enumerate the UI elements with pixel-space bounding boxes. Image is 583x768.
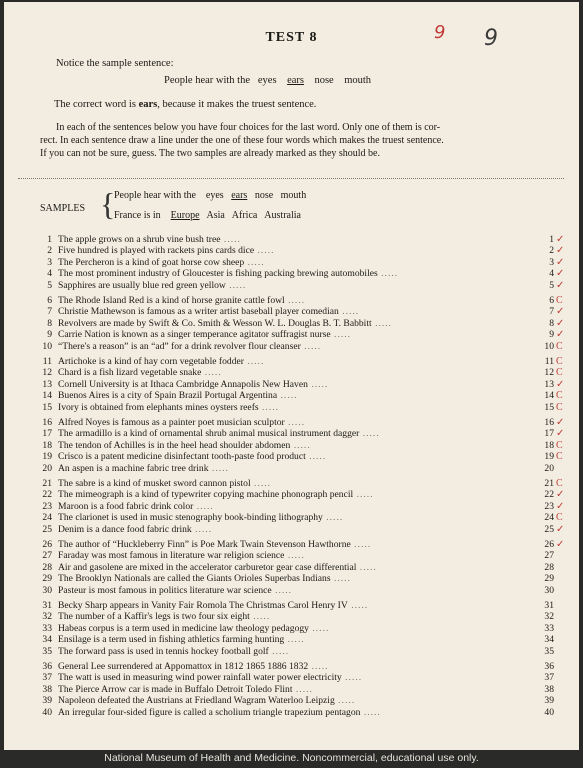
answer-number: 16 [544, 417, 554, 428]
answer-number: 36 [544, 661, 554, 672]
question-row [4, 417, 579, 429]
question-number: 3 [47, 256, 52, 268]
question-row [4, 341, 579, 353]
question-number: 6 [47, 295, 52, 306]
sample-2-stem: France is in [114, 210, 161, 221]
question-row [4, 329, 579, 341]
answer-number: 26 [544, 539, 554, 550]
answer-number: 34 [544, 634, 554, 646]
question-text [58, 428, 380, 440]
leader-dots: ..... [305, 451, 327, 463]
answer-number: 25 [544, 523, 554, 535]
notice-text: Notice the sample sentence: [56, 58, 174, 69]
brace-glyph: { [100, 186, 116, 222]
question-sentence: Five hundred is played with rackets pins cards dice [58, 245, 255, 257]
question-row [4, 451, 579, 463]
footer-credit: National Museum of Health and Medicine. Noncommercial, educational use only. [104, 752, 479, 764]
question-number: 20 [42, 462, 52, 474]
question-text [58, 489, 374, 501]
question-sentence: Buenos Aires is a city of Spain Brazil Portugal Argentina [58, 390, 278, 402]
grading-mark: C [556, 390, 563, 402]
leader-dots: ..... [322, 512, 344, 524]
question-row [4, 661, 579, 673]
question-sentence: General Lee surrendered at Appomattox in 1812 1865 1886 1832 [58, 661, 309, 672]
question-sentence: Air and gasolene are mixed in the accelerator carburetor gear case differential [58, 561, 357, 573]
question-number: 40 [42, 706, 52, 718]
leader-dots: ..... [225, 279, 247, 291]
leader-dots: ..... [308, 661, 329, 672]
question-number: 39 [42, 695, 52, 707]
leader-dots: ..... [271, 584, 293, 596]
question-number: 36 [42, 661, 52, 672]
question-number: 15 [42, 401, 52, 413]
question-text [58, 356, 264, 368]
question-text [58, 646, 289, 658]
question-row [4, 318, 579, 330]
grading-mark: ✓ [556, 317, 565, 329]
answer-number: 35 [544, 645, 554, 657]
leader-dots: ..... [268, 645, 290, 657]
question-number: 7 [47, 306, 52, 318]
answer-number: 32 [544, 611, 554, 623]
leader-dots: ..... [360, 706, 381, 718]
question-sentence: An aspen is a machine fabric tree drink [58, 462, 209, 474]
question-text [58, 367, 222, 379]
question-row [4, 646, 579, 658]
question-number: 4 [47, 268, 52, 280]
grading-mark: ✓ [556, 256, 565, 268]
answer-number: 28 [544, 561, 554, 573]
question-row [4, 600, 579, 612]
question-number: 23 [42, 500, 52, 512]
question-row [4, 306, 579, 318]
question-row [4, 440, 579, 452]
question-row [4, 257, 579, 269]
question-number: 9 [47, 329, 52, 341]
question-text [58, 684, 313, 696]
question-number: 25 [42, 523, 52, 535]
sample-1-stem: People hear with the [114, 190, 196, 201]
answer-number: 27 [544, 550, 554, 562]
question-number: 28 [42, 561, 52, 573]
leader-dots: ..... [208, 462, 229, 474]
answer-number: 4 [549, 268, 554, 280]
leader-dots: ..... [193, 500, 214, 512]
grading-mark: C [556, 367, 563, 379]
red-score-mark: 9 [434, 22, 446, 43]
answer-number: 3 [549, 256, 554, 268]
leader-dots: ..... [356, 561, 377, 573]
question-sentence: The Rhode Island Red is a kind of horse granite cattle fowl [58, 295, 285, 306]
question-row [4, 550, 579, 562]
correct-line-start: The correct word is [54, 99, 139, 110]
leader-dots: ..... [284, 550, 305, 562]
question-sentence: Ensilage is a term used in fishing athletics farming hunting [58, 634, 285, 646]
answer-number: 40 [544, 706, 554, 718]
sample-choice-correct: ears [287, 75, 304, 86]
question-sentence: Crisco is a patent medicine disinfectant tooth-paste food product [58, 451, 306, 463]
question-number: 14 [42, 390, 52, 402]
question-row [4, 634, 579, 646]
question-number: 32 [42, 611, 52, 623]
question-row [4, 295, 579, 307]
question-sentence: Becky Sharp appears in Vanity Fair Romola The Christmas Carol Henry IV [58, 600, 348, 611]
grading-mark: ✓ [556, 500, 565, 512]
leader-dots: ..... [258, 401, 280, 413]
question-sentence: Chard is a fish lizard vegetable snake [58, 367, 202, 379]
question-row [4, 501, 579, 513]
test-page [4, 2, 579, 750]
question-sentence: The forward pass is used in tennis hockey football golf [58, 645, 269, 657]
correct-word-line [54, 99, 316, 110]
question-text [58, 539, 371, 551]
question-sentence: The most prominent industry of Gloucester is fishing packing brewing automobiles [58, 268, 378, 280]
question-text [58, 524, 212, 536]
leader-dots: ..... [201, 367, 222, 379]
question-number: 8 [47, 317, 52, 329]
question-row [4, 672, 579, 684]
question-text [58, 707, 381, 719]
question-row [4, 707, 579, 719]
leader-dots: ..... [284, 295, 306, 306]
question-text [58, 440, 311, 452]
answer-number: 6 [549, 295, 554, 306]
question-sentence: Revolvers are made by Swift & Co. Smith & Wesson W. L. Douglas B. T. Babbitt [58, 317, 372, 329]
leader-dots: ..... [307, 378, 329, 390]
leader-dots: ..... [254, 245, 275, 257]
leader-dots: ..... [371, 317, 393, 329]
sample-2-choice: Africa [231, 210, 258, 221]
answer-number: 39 [544, 695, 554, 707]
question-sentence: Ivory is obtained from elephants mines oysters reefs [58, 401, 259, 413]
grading-mark: C [556, 356, 563, 367]
sample-sentence [164, 75, 371, 86]
question-number: 10 [42, 340, 52, 352]
question-text [58, 306, 359, 318]
grading-mark: ✓ [556, 428, 565, 440]
question-number: 31 [42, 600, 52, 611]
answer-number: 5 [549, 279, 554, 291]
sample-2-choice-marked: Europe [170, 210, 200, 221]
question-row [4, 390, 579, 402]
question-text [58, 550, 305, 562]
leader-dots: ..... [338, 306, 360, 318]
question-sentence: The author of “Huckleberry Finn” is Poe Mark Twain Stevenson Hawthorne [58, 539, 351, 550]
question-text [58, 672, 362, 684]
instruction-line-1: In each of the sentences below you have four choices for the last word. Only one of them is cor- [56, 122, 441, 133]
answer-number: 22 [544, 489, 554, 501]
question-row [4, 356, 579, 368]
question-sentence: Habeas corpus is a term used in medicine law theology pedagogy [58, 622, 309, 634]
leader-dots: ..... [290, 439, 311, 451]
question-number: 30 [42, 584, 52, 596]
correct-word: ears [138, 99, 158, 110]
leader-dots: ..... [353, 489, 374, 501]
sample-row-2 [114, 210, 301, 221]
answer-number: 10 [544, 340, 554, 352]
answer-number: 21 [544, 478, 554, 489]
question-number: 16 [42, 417, 52, 428]
question-row [4, 562, 579, 574]
question-text [58, 562, 377, 574]
question-sentence: The Percheron is a kind of goat horse cow sheep [58, 256, 245, 268]
question-text [58, 600, 368, 612]
question-number: 38 [42, 683, 52, 695]
answer-number: 9 [549, 329, 554, 341]
question-row [4, 402, 579, 414]
answer-number: 11 [544, 356, 554, 367]
question-text [58, 623, 329, 635]
leader-dots: ..... [330, 573, 351, 585]
question-row [4, 234, 579, 246]
answer-number: 31 [544, 600, 554, 611]
question-text [58, 585, 292, 597]
black-score-mark: 9 [484, 26, 498, 51]
question-number: 13 [42, 378, 52, 390]
question-row [4, 367, 579, 379]
question-row [4, 280, 579, 292]
question-row [4, 695, 579, 707]
question-text [58, 329, 351, 341]
answer-number: 8 [549, 317, 554, 329]
question-row [4, 573, 579, 585]
question-sentence: Alfred Noyes is famous as a painter poet musician sculptor [58, 417, 285, 428]
question-sentence: An irregular four-sided figure is called a scholium triangle trapezium pentagon [58, 706, 361, 718]
answer-number: 33 [544, 622, 554, 634]
grading-mark: ✓ [556, 417, 565, 428]
question-number: 17 [42, 428, 52, 440]
question-text [58, 512, 343, 524]
question-row [4, 524, 579, 536]
sample-choice: eyes [257, 75, 277, 86]
answer-number: 14 [544, 390, 554, 402]
leader-dots: ..... [249, 611, 271, 623]
answer-number: 13 [544, 378, 554, 390]
answer-number: 15 [544, 401, 554, 413]
question-text [58, 379, 328, 391]
grading-mark: C [556, 401, 563, 413]
sample-1-choice: mouth [280, 190, 307, 201]
question-text [58, 257, 265, 269]
question-sentence: Artichoke is a kind of hay corn vegetable fodder [58, 356, 244, 367]
question-sentence: Napoleon defeated the Austrians at Friedland Wagram Waterloo Leipzig [58, 695, 335, 707]
sample-stem: People hear with the [164, 75, 251, 86]
question-text [58, 451, 326, 463]
question-row [4, 512, 579, 524]
question-number: 1 [47, 234, 52, 245]
answer-number: 29 [544, 573, 554, 585]
question-number: 26 [42, 539, 52, 550]
answer-number: 24 [544, 512, 554, 524]
leader-dots: ..... [341, 672, 363, 684]
answer-number: 18 [544, 439, 554, 451]
leader-dots: ..... [308, 622, 330, 634]
correct-line-end: , because it makes the truest sentence. [157, 99, 317, 110]
answer-number: 37 [544, 672, 554, 684]
leader-dots: ..... [292, 683, 313, 695]
question-number: 21 [42, 478, 52, 489]
question-number: 34 [42, 634, 52, 646]
grading-mark: C [556, 340, 563, 352]
leader-dots: ..... [284, 634, 305, 646]
leader-dots: ..... [250, 478, 272, 489]
leader-dots: ..... [334, 695, 356, 707]
instruction-line-2: rect. In each sentence draw a line under the one of these four words which makes the truest sentence. [40, 135, 444, 146]
question-text [58, 417, 305, 429]
question-text [58, 661, 329, 673]
grading-mark: ✓ [556, 523, 565, 535]
question-number: 22 [42, 489, 52, 501]
question-sentence: The sabre is a kind of musket sword cannon pistol [58, 478, 251, 489]
sample-2-choice: Asia [206, 210, 225, 221]
question-sentence: The clarionet is used in music stenography book-binding lithography [58, 512, 323, 524]
grading-mark: ✓ [556, 306, 565, 318]
leader-dots: ..... [359, 428, 380, 440]
question-text [58, 695, 355, 707]
question-text [58, 390, 298, 402]
answer-number: 20 [544, 462, 554, 474]
question-number: 27 [42, 550, 52, 562]
sample-row-1 [114, 190, 306, 201]
leader-dots: ..... [220, 234, 241, 245]
question-sentence: The apple grows on a shrub vine bush tree [58, 234, 221, 245]
page-title: TEST 8 [265, 30, 318, 45]
question-row [4, 379, 579, 391]
question-sentence: The Pierce Arrow car is made in Buffalo Detroit Toledo Flint [58, 683, 293, 695]
question-sentence: The armadillo is a kind of ornamental shrub animal musical instrument dagger [58, 428, 360, 440]
question-number: 18 [42, 439, 52, 451]
question-text [58, 402, 279, 414]
answer-number: 23 [544, 500, 554, 512]
answer-number: 30 [544, 584, 554, 596]
question-row [4, 623, 579, 635]
question-text [58, 268, 398, 280]
question-sentence: The watt is used in measuring wind power rainfall water power electricity [58, 672, 342, 684]
question-sentence: Christie Mathewson is famous as a writer artist baseball player comedian [58, 306, 339, 318]
grading-mark: ✓ [556, 539, 565, 550]
question-number: 35 [42, 645, 52, 657]
question-sentence: Sapphires are usually blue red green yellow [58, 279, 226, 291]
answer-number: 12 [544, 367, 554, 379]
question-number: 37 [42, 672, 52, 684]
question-text [58, 295, 305, 307]
answer-number: 38 [544, 683, 554, 695]
question-row [4, 611, 579, 623]
question-sentence: Pasteur is most famous in politics literature war science [58, 584, 272, 596]
question-number: 19 [42, 451, 52, 463]
leader-dots: ..... [191, 523, 213, 535]
question-number: 5 [47, 279, 52, 291]
grading-mark: ✓ [556, 489, 565, 501]
question-row [4, 478, 579, 490]
divider [18, 178, 564, 179]
question-sentence: Maroon is a food fabric drink color [58, 500, 194, 512]
question-sentence: Denim is a dance food fabric drink [58, 523, 192, 535]
question-row [4, 489, 579, 501]
question-text [58, 634, 305, 646]
question-row [4, 428, 579, 440]
grading-mark: C [556, 512, 563, 524]
answer-number: 1 [549, 234, 554, 245]
question-sentence: The tendon of Achilles is in the heel head shoulder abdomen [58, 439, 291, 451]
question-text [58, 611, 270, 623]
leader-dots: ..... [330, 329, 352, 341]
answer-number: 17 [544, 428, 554, 440]
question-row [4, 585, 579, 597]
question-text [58, 234, 241, 246]
leader-dots: ..... [244, 256, 265, 268]
question-row [4, 684, 579, 696]
question-text [58, 318, 392, 330]
question-row [4, 245, 579, 257]
question-text [58, 280, 246, 292]
answer-number: 19 [544, 451, 554, 463]
grading-mark: C [556, 295, 563, 306]
instruction-line-3: If you can not be sure, guess. The two samples are already marked as they should be. [40, 148, 380, 159]
question-number: 33 [42, 622, 52, 634]
sample-choice: mouth [344, 75, 372, 86]
question-number: 12 [42, 367, 52, 379]
leader-dots: ..... [350, 539, 372, 550]
grading-mark: C [556, 478, 563, 489]
leader-dots: ..... [277, 390, 298, 402]
leader-dots: ..... [284, 417, 306, 428]
grading-mark: C [556, 451, 563, 463]
question-sentence: The number of a Kaffir's legs is two four six eight [58, 611, 250, 623]
sample-1-choice-marked: ears [231, 190, 248, 201]
sample-choice: nose [314, 75, 334, 86]
question-sentence: “There's a reason” is an “ad” for a drink revolver flour cleanser [58, 340, 301, 352]
grading-mark: ✓ [556, 245, 565, 257]
question-text [58, 573, 351, 585]
question-text [58, 463, 229, 475]
question-sentence: Carrie Nation is known as a singer temperance agitator suffragist nurse [58, 329, 331, 341]
grading-mark: ✓ [556, 234, 565, 245]
question-sentence: Faraday was most famous in literature war religion science [58, 550, 285, 562]
question-number: 29 [42, 573, 52, 585]
question-text [58, 478, 271, 490]
sample-2-choice: Australia [264, 210, 301, 221]
grading-mark: ✓ [556, 268, 565, 280]
leader-dots: ..... [347, 600, 369, 611]
question-text [58, 501, 214, 513]
samples-label: SAMPLES [40, 203, 86, 214]
question-number: 24 [42, 512, 52, 524]
question-row [4, 268, 579, 280]
grading-mark: ✓ [556, 329, 565, 341]
sample-1-choice: eyes [205, 190, 224, 201]
question-number: 2 [47, 245, 52, 257]
question-sentence: The mimeograph is a kind of typewriter copying machine phonograph pencil [58, 489, 354, 501]
question-text [58, 245, 274, 257]
answer-number: 2 [549, 245, 554, 257]
question-sentence: Cornell University is at Ithaca Cambridge Annapolis New Haven [58, 378, 308, 390]
grading-mark: ✓ [556, 279, 565, 291]
question-row [4, 463, 579, 475]
answer-number: 7 [549, 306, 554, 318]
leader-dots: ..... [243, 356, 265, 367]
grading-mark: C [556, 439, 563, 451]
question-number: 11 [42, 356, 52, 367]
leader-dots: ..... [300, 340, 322, 352]
question-sentence: The Brooklyn Nationals are called the Giants Orioles Superbas Indians [58, 573, 331, 585]
question-row [4, 539, 579, 551]
sample-1-choice: nose [254, 190, 274, 201]
leader-dots: ..... [377, 268, 399, 280]
grading-mark: ✓ [556, 378, 565, 390]
question-text [58, 341, 321, 353]
